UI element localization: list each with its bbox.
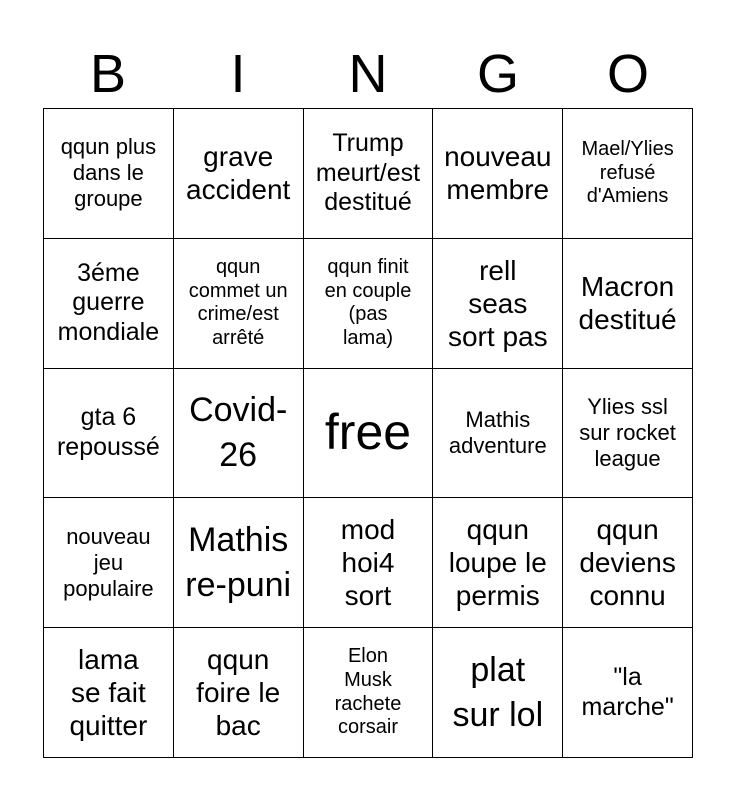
- bingo-cell[interactable]: nouveau membre: [433, 109, 563, 239]
- bingo-cell[interactable]: Covid- 26: [174, 369, 304, 499]
- bingo-cell[interactable]: gta 6 repoussé: [44, 369, 174, 499]
- header-letter-g: G: [476, 44, 519, 104]
- bingo-cell[interactable]: qqun foire le bac: [174, 628, 304, 758]
- bingo-cell[interactable]: Mathis adventure: [433, 369, 563, 499]
- bingo-cell[interactable]: qqun deviens connu: [563, 498, 693, 628]
- bingo-cell[interactable]: "la marche": [563, 628, 693, 758]
- free-space-cell[interactable]: free: [304, 369, 434, 499]
- bingo-cell[interactable]: qqun finit en couple (pas lama): [304, 239, 434, 369]
- bingo-card-grid: [43, 108, 693, 758]
- bingo-cell[interactable]: nouveau jeu populaire: [44, 498, 174, 628]
- bingo-cell[interactable]: qqun loupe le permis: [433, 498, 563, 628]
- bingo-cell[interactable]: qqun plus dans le groupe: [44, 109, 174, 239]
- bingo-cell[interactable]: Mael/Ylies refusé d'Amiens: [563, 109, 693, 239]
- bingo-cell[interactable]: 3éme guerre mondiale: [44, 239, 174, 369]
- bingo-cell[interactable]: Macron destitué: [563, 239, 693, 369]
- bingo-header: [43, 40, 693, 108]
- bingo-cell[interactable]: lama se fait quitter: [44, 628, 174, 758]
- header-letter-o: O: [606, 44, 649, 104]
- header-letter-n: N: [348, 44, 388, 104]
- bingo-cell[interactable]: rell seas sort pas: [433, 239, 563, 369]
- bingo-cell[interactable]: Mathis re-puni: [174, 498, 304, 628]
- bingo-cell[interactable]: plat sur lol: [433, 628, 563, 758]
- bingo-cell[interactable]: mod hoi4 sort: [304, 498, 434, 628]
- bingo-cell[interactable]: grave accident: [174, 109, 304, 239]
- bingo-cell[interactable]: Ylies ssl sur rocket league: [563, 369, 693, 499]
- header-letter-b: B: [89, 44, 127, 104]
- header-letter-i: I: [230, 44, 246, 104]
- bingo-cell[interactable]: Trump meurt/est destitué: [304, 109, 434, 239]
- bingo-cell[interactable]: Elon Musk rachete corsair: [304, 628, 434, 758]
- bingo-cell[interactable]: qqun commet un crime/est arrêté: [174, 239, 304, 369]
